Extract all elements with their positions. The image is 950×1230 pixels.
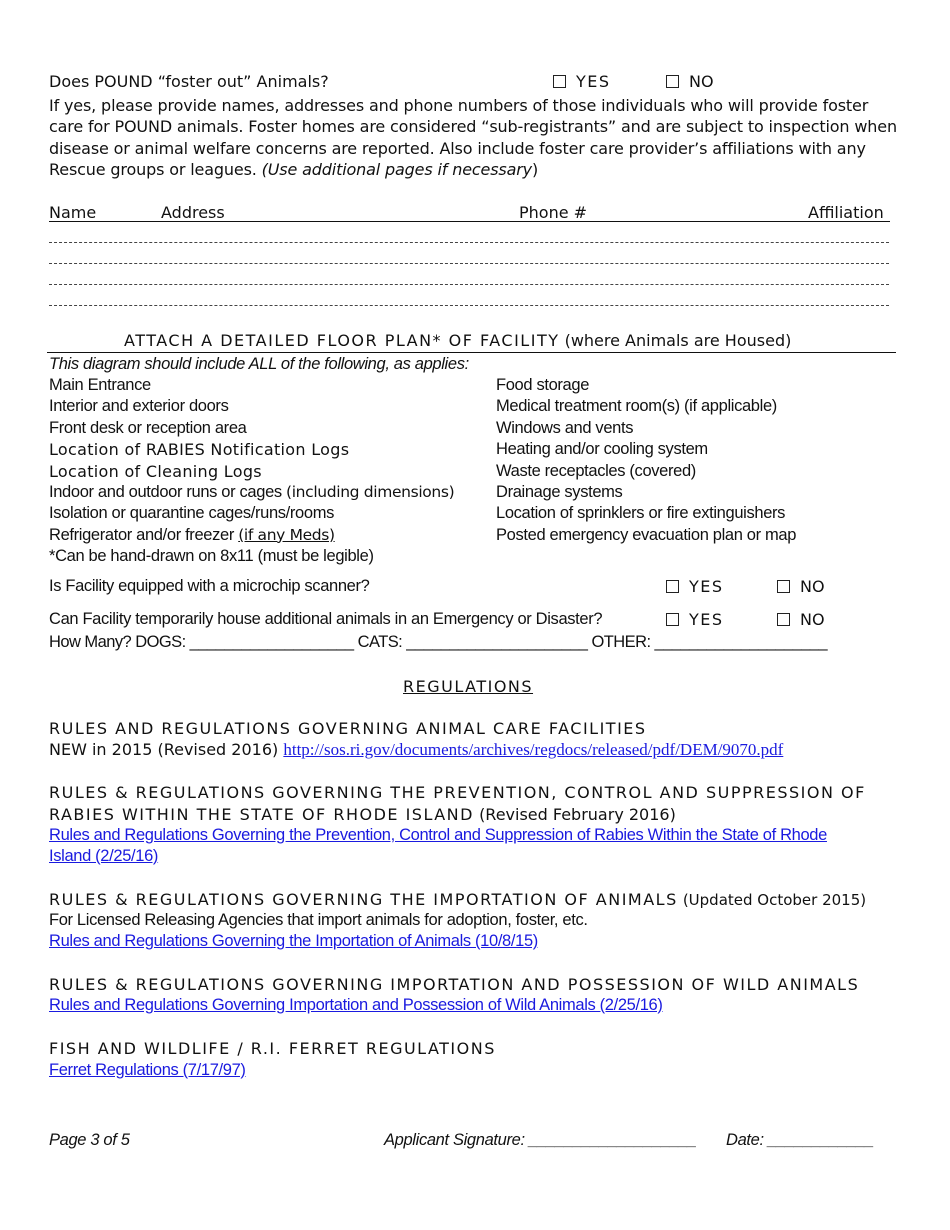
floor-plan-intro: This diagram should include ALL of the following, as applies: [49,355,469,373]
list-item: Heating and/or cooling system [496,440,708,459]
reg-1-url-link[interactable]: http://sos.ri.gov/documents/archives/regdocs/released/pdf/DEM/9070.pdf [283,740,784,759]
blank-line-1[interactable] [49,242,889,243]
list-item: Location of sprinklers or fire extinguishers [496,504,786,523]
applicant-signature[interactable]: Applicant Signature: ___________________ [384,1131,697,1149]
reg-2-link-line2[interactable]: Island (2/25/16) [49,847,159,865]
reg-1-subline: NEW in 2015 (Revised 2016) http://sos.ri.gov/documents/archives/regdocs/released/pdf/DEM/9070.pdf [49,740,784,759]
list-item: Windows and vents [496,418,634,437]
reg-3-link[interactable]: Rules and Regulations Governing the Importation of Animals (10/8/15) [49,932,538,950]
list-item: Location of RABIES Notification Logs [49,440,350,460]
floor-plan-footnote: *Can be hand-drawn on 8x11 (must be legible) [49,547,374,566]
emergency-how-many[interactable]: How Many? DOGS: ___________________ CATS: _____________________ OTHER: ____________________ [49,633,828,651]
floor-plan-heading: ATTACH A DETAILED FLOOR PLAN* OF FACILITY (where Animals are Housed) [124,331,792,350]
col-address: Address [161,203,225,222]
checkbox-icon[interactable] [777,580,790,593]
checkbox-icon[interactable] [666,613,679,626]
reg-4-heading: RULES & REGULATIONS GOVERNING IMPORTATION AND POSSESSION OF WILD ANIMALS [49,975,860,994]
foster-question: Does POUND “foster out” Animals? [49,72,329,91]
list-item: Refrigerator and/or freezer (if any Meds) [49,525,335,544]
checkbox-icon[interactable] [666,580,679,593]
list-item: Front desk or reception area [49,418,247,437]
reg-5-link[interactable]: Ferret Regulations (7/17/97) [49,1061,246,1079]
checkbox-icon[interactable] [666,75,679,88]
foster-instructions: If yes, please provide names, addresses and phone numbers of those individuals who will provide foster care for POUND animals. Foster homes are considered “sub-registrants” and are subject to inspection when disease or animal welfare concerns are reported. Also include foster care provider’s affiliations with any Rescue groups or leagues. (Use additional pages if necessary) [49,96,897,179]
list-item: Location of Cleaning Logs [49,461,262,481]
checkbox-icon[interactable] [553,75,566,88]
col-affiliation: Affiliation [808,203,884,222]
reg-2-heading-line1: RULES & REGULATIONS GOVERNING THE PREVENTION, CONTROL AND SUPPRESSION OF [49,783,866,802]
checkbox-icon[interactable] [777,613,790,626]
page-number: Page 3 of 5 [49,1131,130,1149]
signature-date[interactable]: Date: ____________ [726,1131,874,1149]
list-item: Interior and exterior doors [49,397,229,416]
col-phone: Phone # [519,203,588,222]
microchip-question: Is Facility equipped with a microchip scanner? [49,577,370,595]
emergency-yes-option[interactable]: YES [666,609,724,630]
list-item: Posted emergency evacuation plan or map [496,525,797,544]
blank-line-2[interactable] [49,263,889,264]
reg-2-heading-line2: RABIES WITHIN THE STATE OF RHODE ISLAND (Revised February 2016) [49,805,676,824]
emergency-no-option[interactable]: NO [777,609,825,630]
list-item: Food storage [496,376,590,394]
reg-5-heading: FISH AND WILDLIFE / R.I. FERRET REGULATIONS [49,1039,496,1058]
emergency-question: Can Facility temporarily house additional animals in an Emergency or Disaster? [49,610,603,628]
reg-2-link-line1[interactable]: Rules and Regulations Governing the Prevention, Control and Suppression of Rabies Within the State of Rhode [49,826,827,844]
reg-3-subline: For Licensed Releasing Agencies that import animals for adoption, foster, etc. [49,911,588,929]
reg-1-heading: RULES AND REGULATIONS GOVERNING ANIMAL CARE FACILITIES [49,719,647,738]
list-item: Main Entrance [49,376,151,394]
blank-line-4[interactable] [49,305,889,306]
blank-line-3[interactable] [49,284,889,285]
foster-yes-option[interactable]: YES [553,71,611,92]
floor-plan-right-list [496,375,796,546]
floor-plan-rule [47,352,896,353]
reg-3-heading: RULES & REGULATIONS GOVERNING THE IMPORTATION OF ANIMALS (Updated October 2015) [49,890,867,909]
col-name: Name [49,203,97,222]
reg-4-link[interactable]: Rules and Regulations Governing Importation and Possession of Wild Animals (2/25/16) [49,996,663,1014]
list-item: Indoor and outdoor runs or cages (including dimensions) [49,483,455,502]
list-item: Drainage systems [496,483,623,502]
list-item: Medical treatment room(s) (if applicable) [496,397,777,416]
microchip-yes-option[interactable]: YES [666,576,724,597]
floor-plan-left-list [49,375,454,568]
list-item: Waste receptacles (covered) [496,461,696,480]
microchip-no-option[interactable]: NO [777,576,825,597]
foster-no-option[interactable]: NO [666,71,714,92]
list-item: Isolation or quarantine cages/runs/rooms [49,504,334,523]
header-rule [49,221,890,222]
regulations-title: REGULATIONS [403,677,534,696]
